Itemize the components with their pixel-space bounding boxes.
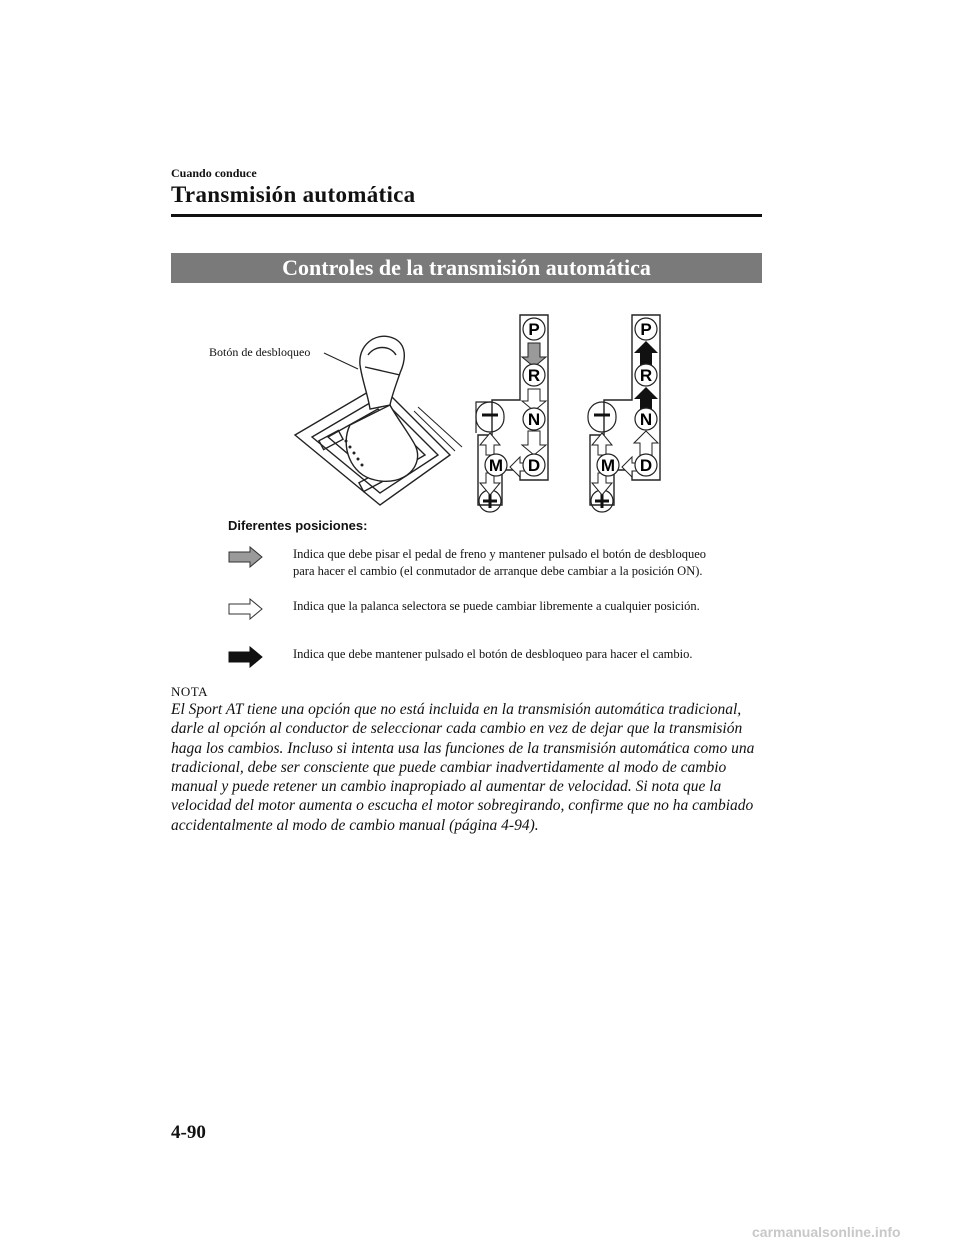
gate-diagram-2 (588, 315, 660, 512)
page-number: 4-90 (171, 1122, 206, 1143)
gear-console-illustration (295, 336, 462, 505)
gear-letter-d: D (639, 456, 653, 475)
gear-letter-p: P (528, 320, 540, 339)
legend-text-line: Indica que debe mantener pulsado el botón de desbloqueo para hacer el cambio. (293, 647, 693, 661)
outline-arrow-icon (228, 598, 264, 620)
gear-letter-m: M (600, 456, 616, 475)
gear-letter-n: N (639, 410, 653, 429)
leader-line (324, 353, 358, 369)
grey-filled-arrow-icon (228, 546, 264, 568)
gear-letter-p: P (640, 320, 652, 339)
black-filled-arrow-icon (228, 646, 264, 668)
gear-letter-n: N (527, 410, 541, 429)
gear-letter-r: R (527, 366, 541, 385)
title-divider (171, 214, 762, 217)
release-button-label: Botón de desbloqueo (209, 345, 311, 359)
page-title: Transmisión automática (171, 182, 416, 207)
legend-text-line: para hacer el cambio (el conmutador de arranque debe cambiar a la posición ON). (293, 564, 703, 578)
gear-letter-m: M (488, 456, 504, 475)
section-banner: Controles de la transmisión automática (171, 253, 762, 283)
gate-diagram-1 (476, 315, 548, 512)
gear-letter-r: R (639, 366, 653, 385)
gear-letter-d: D (527, 456, 541, 475)
watermark: carmanualsonline.info (752, 1224, 901, 1240)
note-heading: NOTA (171, 684, 209, 699)
note-body: El Sport AT tiene una opción que no está incluida en la transmisión automática tradicional, darle al opción al conductor de seleccionar cada cambio en vez de dejar que la transmisión haga los cambios. Incluso si intenta usa las funciones de la transmisión automática como una tradicional, debe ser consciente que puede cambiar inadvertidamente al modo de cambio manual y puede retener un cambio inapropiado al aumentar de velocidad. Si nota que la velocidad del motor aumenta o escucha el motor sobregirando, confirme que no ha cambiado accidentalmente al modo de cambio manual (página 4-94). (171, 701, 755, 834)
section-label: Cuando conduce (171, 166, 257, 180)
positions-label: Diferentes posiciones: (228, 518, 368, 533)
legend-text-line: Indica que debe pisar el pedal de freno y mantener pulsado el botón de desbloqueo (293, 547, 707, 561)
shifter-figure (200, 305, 680, 525)
legend-text-line: Indica que la palanca selectora se puede cambiar libremente a cualquier posición. (293, 599, 700, 613)
